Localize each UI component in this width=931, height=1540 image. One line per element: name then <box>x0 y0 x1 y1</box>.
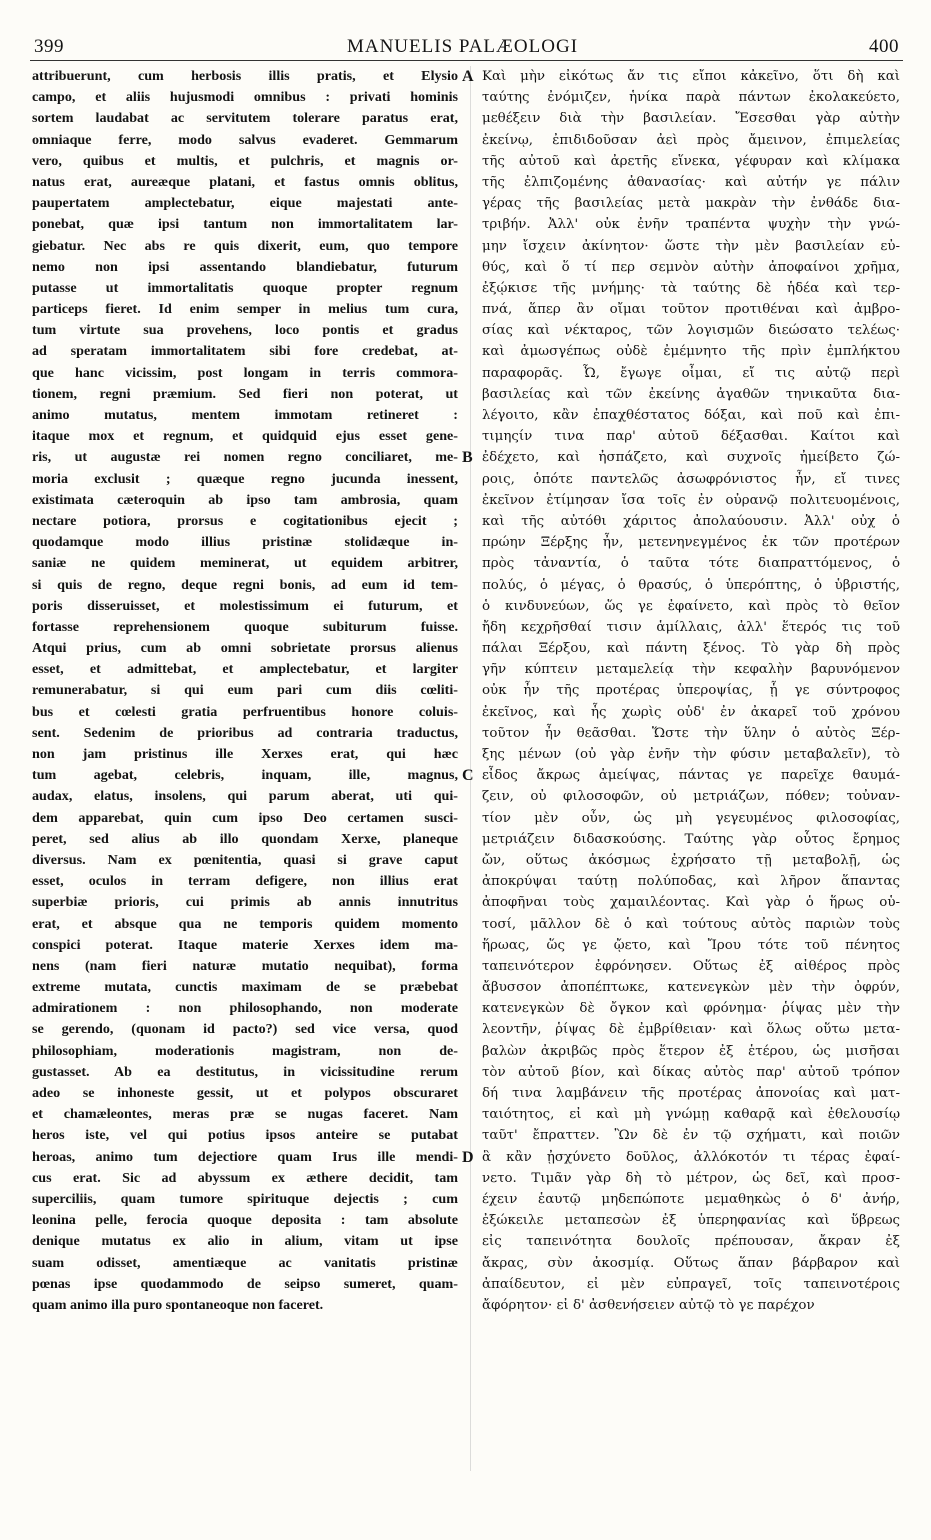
greek-text-line: ἐδέχετο, καὶ ἠσπάζετο, καὶ συχνοῖς ἠμείβετο ζώ- <box>482 450 900 466</box>
section-marker-a: A <box>462 68 474 85</box>
greek-text-line: ἐκεῖνος, καὶ ἧς χωρὶς οὐδ' ἐν ἀκαρεῖ τοῦ χρόνου <box>482 704 900 720</box>
greek-text-line: ἀποφῆναι τοὺς χαμαιλέοντας. Καὶ γὰρ ὁ ἥρως οὑ- <box>482 895 900 911</box>
latin-text-line: itaque mox et regnum, et quidquid ejus esset gene- <box>32 428 458 445</box>
latin-text-line: gustasset. Ab ea destitutus, in vicissitudine rerum <box>32 1063 458 1080</box>
greek-text-line: ἐξώκειλε μεταπεσὼν ἐξ ὑπερηφανίας καὶ ὕβρεως <box>482 1213 900 1229</box>
greek-text-line: ταιότητος, εἰ καὶ μὴ γνώμῃ καθαρᾷ καὶ ἐθελουσίῳ <box>482 1107 900 1123</box>
latin-text-line: si quis de regno, deque regni bonis, ad eum id tem- <box>32 576 458 593</box>
latin-text-line: leonina pelle, ferocia quoque deposita : tam absolute <box>32 1212 458 1229</box>
latin-text-line: heros iste, vel qui potius ipsos anteire se putabat <box>32 1127 458 1144</box>
latin-text-line: suam odisset, amentiæque ac vanitatis pristinæ <box>32 1254 458 1271</box>
latin-text-line: quodamque modo illius pristinæ stolidæque in- <box>32 534 458 551</box>
latin-text-line: Atqui prius, cum ab omni sobrietate prorsus alienus <box>32 640 458 657</box>
latin-text-line: et chamæleontes, meras præ se nugas faceret. Nam <box>32 1106 458 1123</box>
greek-text-line: ταῦτ' ἔπραττεν. Ὢν δὲ ἐν τῷ σχήματι, καὶ ποιῶν <box>482 1128 900 1144</box>
latin-text-line: nens (nam fieri naturæ mutatio nequibat), forma <box>32 957 458 974</box>
latin-text-line: campo, et aliis hujusmodi omnibus : privati hominis <box>32 89 458 106</box>
latin-text-line: vero, quibus et multis, et pulchris, et magnis or- <box>32 152 458 169</box>
latin-text-line: remunerabatur, si qui eum pari cum diis cœliti- <box>32 682 458 699</box>
latin-text-line: particeps fieret. Id enim semper in melius tum cura, <box>32 301 458 318</box>
greek-text-line: καὶ τῆς αὐτόθι χάριτος ἀπολαύουσιν. Ἀλλ' οὐχ ὁ <box>482 513 900 529</box>
greek-text-line: μετριάζειν διδασκούσης. Ταύτης γὰρ οὗτος ἔρημος <box>482 831 900 847</box>
greek-text-line: ταπεινότερον ἐφρόνησεν. Οὕτως ἐξ αἰθέρος πρὸς <box>482 958 900 974</box>
greek-text-line: ἀποκρύψαι ταύτῃ πολύποδας, καὶ λῆρον ἅπαντας <box>482 874 900 890</box>
latin-text-line: ris, ut augustæ rei nomen regno conciliaret, me- <box>32 449 458 466</box>
greek-text-line: κατενεγκὼν δὲ ὄγκον καὶ φρόνημα· ῥίψας μὲν τὴν <box>482 1001 900 1017</box>
greek-text-line: Καὶ μὴν εἰκότως ἄν τις εἴποι κἀκεῖνο, ὅτι δὴ καὶ <box>482 69 900 84</box>
greek-text-line: μεθέξειν διὰ τὴν βασιλείαν. Ἔσεσθαι γὰρ αὐτὴν <box>482 111 900 127</box>
latin-text-line: se gerendo, (quonam id pacto?) sed vice versa, quod <box>32 1021 458 1038</box>
greek-text-line: ξης μένων (οὐ γὰρ ἐνῆν τὴν φύσιν μεταβαλεῖν), τὸ <box>482 747 900 762</box>
greek-text-line: τοσί, μᾶλλον δὲ ὁ καὶ τούτους αὐτὸς παριὼν τοὺς <box>482 916 900 932</box>
latin-text-line: ad speratam immortalitatem sibi fore credebat, at- <box>32 343 458 360</box>
latin-text-line: existimata cæteroquin ab ipso tam ambrosia, quam <box>32 491 458 508</box>
greek-text-line: ὁ κινδυνεύων, ὥς γε ἐφαίνετο, καὶ πρὸς τὸ θεῖον <box>482 598 900 614</box>
latin-column <box>32 66 458 1316</box>
greek-text-line: ἄκρας, σὺν ἀκοσμίᾳ. Οὕτως ἅπαν βάρβαρον καὶ <box>482 1255 900 1271</box>
latin-text-line: cus erat. Sic ad abyssum ex æthere decidit, tam <box>32 1169 458 1186</box>
latin-text-line: audax, elatus, insolens, qui parum aberat, uti qui- <box>32 788 458 805</box>
latin-text-line: erat, et absque qua ne temporis quidem momento <box>32 915 458 932</box>
greek-text-line: ζειν, οὐ φιλοσοφῶν, οὐ μετριάζων, πόθεν; τοὐναν- <box>482 789 900 805</box>
latin-text-line: omniaque ferre, modo salvus evaderet. Gemmarum <box>32 131 458 148</box>
latin-text-line: dem apparebat, quin cum ipso Deo certamen susci- <box>32 809 458 826</box>
greek-text-line: σίας καὶ νέκταρος, τῶν λογισμῶν διεώσατο τελέως· <box>482 323 900 339</box>
latin-text-line: philosophiam, moderationis magistram, non de- <box>32 1042 458 1059</box>
greek-text-line: πρώην Ξέρξης ἦν, μετενηνεγμένος ἐκ τῶν προτέρων <box>482 535 900 551</box>
greek-text-line: τῆς αὐτοῦ καὶ ἀρετῆς εἵνεκα, γέφυραν καὶ κλίμακα <box>482 153 900 169</box>
greek-text-line: ροις, ὁπότε παντελῶς ἀσωφρόνιστος ἦν, εἴ τινες <box>482 471 900 487</box>
latin-text-line: quam animo illa puro spontaneoque non faceret. <box>32 1296 324 1313</box>
latin-text-line: giebatur. Nec abs re quis dixerit, eum, quo tempore <box>32 237 458 254</box>
greek-text-line: γέρας τῆς βασιλείας μετὰ μακρὰν τὴν ἐνθάδε δια- <box>482 196 900 212</box>
latin-text-line: nectare potiora, prorsus e cogitationibus ejecit ; <box>32 512 458 529</box>
greek-text-line: παραφορᾶς. Ὦ, ἔγωγε οἶμαι, εἴ τις αὐτῷ περὶ <box>482 365 900 381</box>
greek-text-line: ἃ κἂν ᾐσχύνετο δοῦλος, ἀλλόκοτόν τι τέρας ἐφαί- <box>482 1149 900 1165</box>
latin-text-line: tionem, regni præmium. Sed fieri non poterat, ut <box>32 385 458 402</box>
greek-text-line: βασιλείας καὶ τῶν ἐκείνης ἀγαθῶν τηνικαῦτα δια- <box>482 386 900 402</box>
greek-text-line: λέγοιτο, κἂν ἐπαχθέστατος δόξαι, καὶ ποῦ καὶ ἐπι- <box>482 408 900 423</box>
greek-text-line: ἐκείνῳ, ἐπιδιδοῦσαν ἀεὶ πρὸς ἄμεινον, ἐπιμελείας <box>482 132 900 148</box>
latin-text-line: putasse ut immortalitatis quoque propter regnum <box>32 279 458 296</box>
latin-text-line: superbiæ prioris, cui primis ab annis innutritus <box>32 894 458 911</box>
greek-text-line: ἀπαίδευτον, εἰ μὲν εὐπραγεῖ, τοῖς ταπεινοτέροις <box>482 1276 900 1292</box>
greek-text-line: τοῦτον ἦν θεᾶσθαι. Ὥστε τὴν ὕλην ὁ αὐτὸς Ξέρ- <box>482 725 900 741</box>
greek-text-line: ἐξῴκισε τῆς μνήμης· τὰ ταύτης δὲ ἡδέα καὶ τερ- <box>482 280 900 296</box>
latin-text-line: conspici poterat. Itaque materie Xerxes idem ma- <box>32 936 458 953</box>
greek-text-line: πολύς, ὁ μέγας, ὁ θρασύς, ὁ ὑπερόπτης, ὁ ὑβριστής, <box>482 577 900 593</box>
greek-text-line: ἄφόρητον· εἰ δ' ἀσθενήσειεν αὐτῷ τὸ γε παρέχον <box>482 1297 815 1313</box>
latin-text-line: saniæ ne quidem meminerat, ut equidem arbitrer, <box>32 555 458 572</box>
greek-text-line: δή τινα λαμβάνειν τῆς προτέρας ἀπονοίας καὶ ματ- <box>482 1086 900 1101</box>
latin-text-line: extreme mutata, cunctis maximam de se præbebat <box>32 979 458 996</box>
latin-text-line: fortasse reprehensionem quoque subiturum fuisse. <box>32 618 458 635</box>
latin-text-line: natus erat, aureæque platani, et fastus omnis oblitus, <box>32 173 458 190</box>
latin-text-line: sortem laudabat ac servitutem tolerare paratus erat, <box>32 110 458 127</box>
latin-text-line: sent. Sedenim de prioribus ad contraria traductus, <box>32 724 458 741</box>
greek-text-line: τίον μὲν οὖν, ὡς μὴ γεγευμένος φιλοσοφίας, <box>482 810 900 826</box>
latin-text-line: adeo se inhoneste gessit, ut et polypos obscuraret <box>32 1085 458 1101</box>
latin-text-line: esset, oculos in terram defigere, non illius erat <box>32 873 458 890</box>
greek-text-line: οὐκ ἦν τῆς προτέρας ὑπεροψίας, ᾗ γε σύντροφος <box>482 683 900 699</box>
section-marker-d: D <box>462 1149 474 1166</box>
latin-text-line: moria exclusit ; quæque regno jucunda inessent, <box>32 470 458 487</box>
greek-text-line: θύς, καὶ ὅ τί περ σεμνὸν αὐτὴν ἀποφαίνοι χρῆμα, <box>482 259 900 275</box>
latin-text-line: tum agebat, celebris, inquam, ille, magnus, <box>32 767 458 784</box>
latin-text-line: peret, sed alius ab illo quondam Xerxe, planeque <box>32 830 458 847</box>
greek-text-line: γῆν κύπτειν μεταμελείᾳ τὴν κεφαλὴν βαρυνόμενον <box>482 662 900 678</box>
greek-text-line: ἥρωας, ὥς γε ᾤετο, καὶ Ἴρου τότε τοῦ πένητος <box>482 937 900 953</box>
latin-text-line: heroas, animo tum dejectiore quam Irus ille mendi- <box>32 1148 458 1165</box>
greek-text-line: τριβήν. Ἀλλ' οὐκ ἐνῆν τραπέντα ψυχὴν τὴν γνώ- <box>482 217 900 233</box>
page-number-right: 400 <box>869 36 899 57</box>
greek-text-line: ἄβυσσον ἀποπέπτωκε, κατενεγκὼν μὲν τὴν ὀφρύν, <box>482 980 900 996</box>
greek-text-line: πνά, ἅπερ ἂν οἴμαι τοῦτον προτιθέναι καὶ ἀμβρο- <box>482 302 900 318</box>
latin-text-line: pœnas ipse quodammodo de seipso sumeret, quam- <box>32 1275 458 1292</box>
latin-text-line: tum virtute sua provehens, loco pontis et gradus <box>32 322 458 339</box>
greek-text-line: εἰς ταπεινότητα δουλοῖς πρέπουσαν, ἄκραν ἐξ <box>482 1234 900 1250</box>
latin-text-line: denique mutatus ex alio in alium, vitam ut ipse <box>32 1233 458 1250</box>
header-rule <box>30 60 903 61</box>
greek-text-line: βαλὼν ἀκριβῶς πρὸς ἕτερον ἐξ ἑτέρου, ὡς μισῆσαι <box>482 1043 900 1059</box>
greek-text-line: πάλαι Ξέρξου, καὶ πάντη ξένος. Τὸ γὰρ δὴ πρὸς <box>482 641 900 657</box>
greek-text-line: ταύτης ἐνόμιζεν, ἡνίκα παρὰ πάντων ἐκολακεύετο, <box>482 90 900 106</box>
greek-text-line: ὤν, οὕτως ἀκόσμως ἐχρήσατο τῇ μεταβολῇ, ὡς <box>482 852 900 868</box>
greek-text-line: τὸν αὐτοῦ βίον, καὶ δίκας αὐτὸς παρ' αὐτοῦ τρόπον <box>482 1064 900 1080</box>
greek-text-line: εἶδος ἄκρως ἀμείψας, πάντας γε παρεῖχε θαυμά- <box>482 768 900 784</box>
latin-text-line: poris disseruisset, et molestissimum ei futurum, et <box>32 597 458 614</box>
running-title: MANUELIS PALÆOLOGI <box>346 36 579 57</box>
latin-text-line: attribuerunt, cum herbosis illis pratis, et Elysio <box>32 68 458 84</box>
latin-text-line: superciliis, quam tumore spirituque dejectis ; cum <box>32 1190 458 1207</box>
greek-text-line: καὶ ἀμωσγέπως οὐδὲ ἐμέμνητο τῆς πρὶν ἐμπλήκτου <box>482 344 900 360</box>
latin-text-line: esset, et admittebat, et amplectebatur, et largiter <box>32 661 458 678</box>
greek-text-line: τῆς ἐλπιζομένης ἀθανασίας· καὶ αὐτήν γε πάλιν <box>482 174 900 190</box>
greek-text-line: τιμηςίν τινα παρ' αὐτοῦ δέξασθαι. Καίτοι καὶ <box>482 429 900 445</box>
greek-text-line: ἐκεῖνον ἐτίμησαν ἴσα τοῖς ἐν οὐρανῷ πολιτευομένοις, <box>482 492 900 508</box>
latin-text-line: nemo non ipsi assentando blandiebatur, futurum <box>32 258 458 275</box>
greek-column <box>482 66 900 1316</box>
latin-text-line: animo mutatus, mentem immotam retineret : <box>32 407 458 423</box>
running-header <box>22 36 903 62</box>
greek-text-line: ἤδη κεχρῆσθαί τισιν ἁμίλλαις, ἀλλ' ἕτερός τις τοῦ <box>482 619 900 635</box>
greek-text-line: πρὸς τἀναντία, ὁ ταῦτα τότε διαπραττόμενος, ὁ <box>482 556 900 572</box>
greek-text-line: έχειν ἑαυτῷ μηδεπώποτε μεμαθηκὼς ὁ δ' ἀνήρ, <box>482 1191 900 1207</box>
greek-text-line: νετο. Τιμᾶν γὰρ δὴ τὸ μέτρον, ὡς δεῖ, καὶ προσ- <box>482 1170 900 1186</box>
latin-text-line: bus et cœlesti gratia perfruentibus honore coluis- <box>32 703 458 720</box>
latin-text-line: paupertatem amplectebatur, eique majestati ante- <box>32 195 458 212</box>
latin-text-line: ponebat, quæ ipsi tantum non immortalitatem lar- <box>32 216 458 233</box>
page-number-left: 399 <box>34 36 64 57</box>
section-marker-b: B <box>462 449 473 466</box>
latin-text-line: admirationem : non philosophando, non moderate <box>32 1000 458 1017</box>
section-marker-c: C <box>462 767 474 784</box>
latin-text-line: que hanc vicissim, post longam in terris commora- <box>32 364 458 381</box>
greek-text-line: μην ἴσχειν ἀκίνητον· ὥστε τὴν μὲν βασιλείαν εὐ- <box>482 238 900 254</box>
greek-text-line: λεοντῆν, ῥίψας δὲ ἐμβρίθειαν· καὶ ὅλως οὕτω μετα- <box>482 1022 900 1038</box>
latin-text-line: non jam pristinus ille Xerxes erat, qui hæc <box>32 746 458 762</box>
latin-text-line: diversus. Nam ex pœnitentia, quasi si grave caput <box>32 851 458 868</box>
